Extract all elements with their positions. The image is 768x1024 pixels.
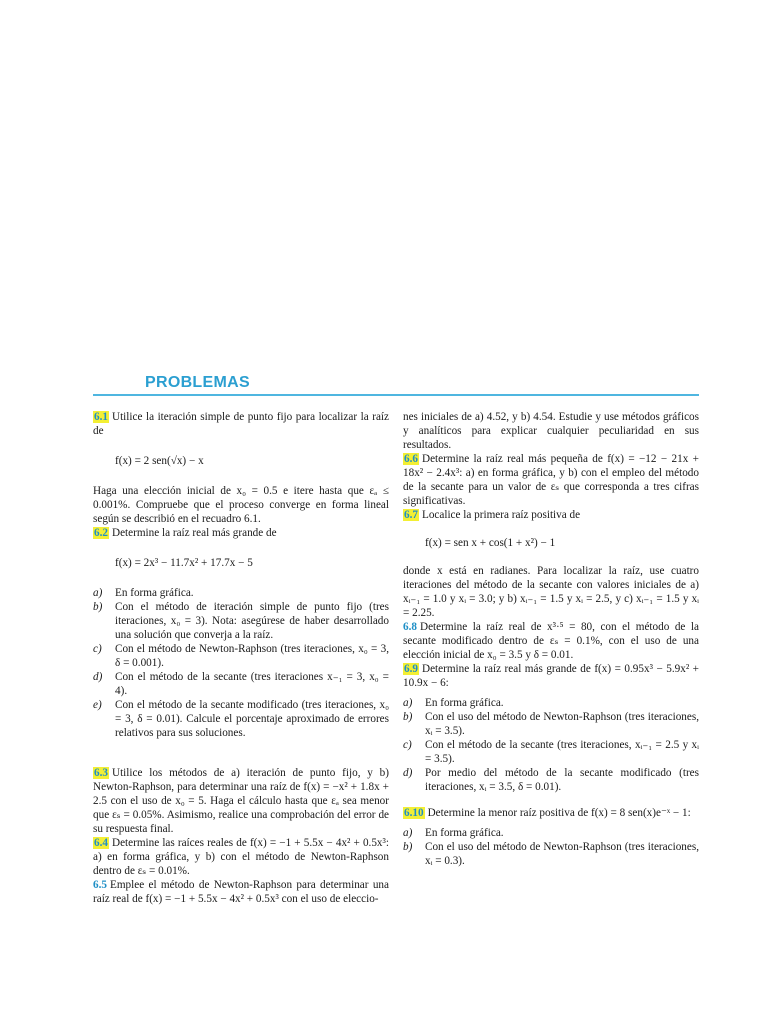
problem-text: Determine las raíces reales de f(x) = −1 + 5.5x − 4x² + 0.5x³: a) en forma gráfica, y b) con el método de Newton-Raphson dentro de εₛ = 0.01%. xyxy=(93,837,389,877)
item-text: Con el método de la secante modificado (tres iteraciones, x₀ = 3, δ = 0.01). Calcule el porcentaje aproximado de errores relativos para sus soluciones. xyxy=(115,699,389,739)
problem-number: 6.4 xyxy=(94,837,108,849)
item-label: a) xyxy=(403,697,413,709)
problem-number: 6.1 xyxy=(94,411,108,423)
problem-text: Localice la primera raíz positiva de xyxy=(421,509,581,521)
list-item xyxy=(93,586,389,600)
item-label: a) xyxy=(93,587,103,599)
problem-text: Utilice la iteración simple de punto fijo para localizar la raíz de xyxy=(93,411,389,437)
item-text: Con el método de la secante (tres iteraciones, xᵢ₋₁ = 2.5 y xᵢ = 3.5). xyxy=(425,739,699,765)
item-text: Por medio del método de la secante modificado (tres iteraciones, xᵢ = 3.5, δ = 0.01). xyxy=(425,767,699,793)
item-list xyxy=(403,826,699,868)
problem-number: 6.5 xyxy=(93,879,107,891)
problem-6-3 xyxy=(93,766,389,836)
item-text: Con el método de iteración simple de punto fijo (tres iteraciones, x₀ = 3). Nota: asegúrese de haber desarrollado una solución que converja a la raíz. xyxy=(115,601,389,641)
list-item xyxy=(93,642,389,670)
list-item xyxy=(403,840,699,868)
item-text: En forma gráfica. xyxy=(115,587,194,599)
problem-number: 6.9 xyxy=(404,663,418,675)
problem-text: Determine la menor raíz positiva de f(x) = 8 sen(x)e⁻ˣ − 1: xyxy=(427,807,691,819)
problem-6-2 xyxy=(93,526,389,540)
problem-6-5 xyxy=(93,878,389,906)
list-item xyxy=(403,696,699,710)
problem-text: Determine la raíz real más grande de f(x) = 0.95x³ − 5.9x² + 10.9x − 6: xyxy=(403,663,699,689)
list-item xyxy=(93,698,389,740)
problem-6-9 xyxy=(403,662,699,690)
equation: f(x) = 2x³ − 11.7x² + 17.7x − 5 xyxy=(115,557,253,569)
item-text: Con el método de la secante (tres iteraciones x₋₁ = 3, x₀ = 4). xyxy=(115,671,389,697)
problem-number: 6.10 xyxy=(404,807,424,819)
problem-6-1 xyxy=(93,410,389,438)
item-text: Con el método de Newton-Raphson (tres iteraciones, x₀ = 3, δ = 0.001). xyxy=(115,643,389,669)
problem-number: 6.2 xyxy=(94,527,108,539)
item-label: b) xyxy=(403,841,413,853)
item-label: c) xyxy=(403,739,412,751)
problem-6-10 xyxy=(403,806,699,820)
list-item xyxy=(93,670,389,698)
problem-6-5-continued: nes iniciales de a) 4.52, y b) 4.54. Estudie y use métodos gráficos y analíticos para explicar cualquier peculiaridad en sus resultados. xyxy=(403,411,699,451)
item-list xyxy=(403,696,699,794)
problem-text: Determine la raíz real más grande de xyxy=(111,527,277,539)
list-item xyxy=(403,826,699,840)
list-item xyxy=(403,710,699,738)
problem-text: Determine la raíz real más pequeña de f(x) = −12 − 21x + 18x² − 2.4x³: a) en forma gráfica, y b) con el empleo del método de la secante para un valor de εₛ que corresponda a tres cifras significativas. xyxy=(403,453,699,507)
item-label: e) xyxy=(93,699,102,711)
problem-text: Determine la raíz real de x³·⁵ = 80, con el método de la secante modificado dentro de εₛ = 0.1%, con el uso de una elección inicial de x₀ = 3.5 y δ = 0.01. xyxy=(403,621,699,661)
section-heading: PROBLEMAS xyxy=(145,374,250,391)
right-column xyxy=(403,410,699,868)
problem-number: 6.8 xyxy=(403,621,417,633)
item-text: En forma gráfica. xyxy=(425,827,504,839)
item-text: En forma gráfica. xyxy=(425,697,504,709)
item-label: c) xyxy=(93,643,102,655)
equation: f(x) = sen x + cos(1 + x²) − 1 xyxy=(425,537,556,549)
problem-6-8 xyxy=(403,620,699,662)
item-label: a) xyxy=(403,827,413,839)
problem-number: 6.6 xyxy=(404,453,418,465)
problem-text: Haga una elección inicial de x₀ = 0.5 e itere hasta que εₐ ≤ 0.001%. Compruebe que el proceso converge en forma lineal según se describió en el recuadro 6.1. xyxy=(93,485,389,525)
problem-text: Utilice los métodos de a) iteración de punto fijo, y b) Newton-Raphson, para determinar una raíz de f(x) = −x² + 1.8x + 2.5 con el uso de x₀ = 5. Haga el cálculo hasta que εₐ sea menor que εₛ = 0.05%. Asimismo, realice una comprobación del error de su respuesta final. xyxy=(93,767,389,835)
problem-number: 6.7 xyxy=(404,509,418,521)
left-column xyxy=(93,410,389,906)
equation: f(x) = 2 sen(√x) − x xyxy=(115,455,204,467)
item-label: b) xyxy=(403,711,413,723)
item-text: Con el uso del método de Newton-Raphson (tres iteraciones, xᵢ = 0.3). xyxy=(425,841,699,867)
item-label: d) xyxy=(93,671,103,683)
problem-6-7 xyxy=(403,508,699,522)
item-text: Con el uso del método de Newton-Raphson (tres iteraciones, xᵢ = 3.5). xyxy=(425,711,699,737)
problem-text: donde x está en radianes. Para localizar la raíz, use cuatro iteraciones del método de la secante con valores iniciales de a) xᵢ₋₁ = 1.0 y xᵢ = 3.0; y b) xᵢ₋₁ = 1.5 y xᵢ = 2.5, y c) xᵢ₋₁ = 1.5 y xᵢ = 2.25. xyxy=(403,565,699,619)
list-item xyxy=(403,766,699,794)
problem-6-4 xyxy=(93,836,389,878)
list-item xyxy=(93,600,389,642)
item-label: d) xyxy=(403,767,413,779)
problem-number: 6.3 xyxy=(94,767,108,779)
heading-rule xyxy=(93,394,699,396)
problem-text: Emplee el método de Newton-Raphson para determinar una raíz real de f(x) = −1 + 5.5x − 4x² + 0.5x³ con el uso de eleccio- xyxy=(93,879,389,905)
item-label: b) xyxy=(93,601,103,613)
problem-6-6 xyxy=(403,452,699,508)
list-item xyxy=(403,738,699,766)
item-list xyxy=(93,586,389,740)
